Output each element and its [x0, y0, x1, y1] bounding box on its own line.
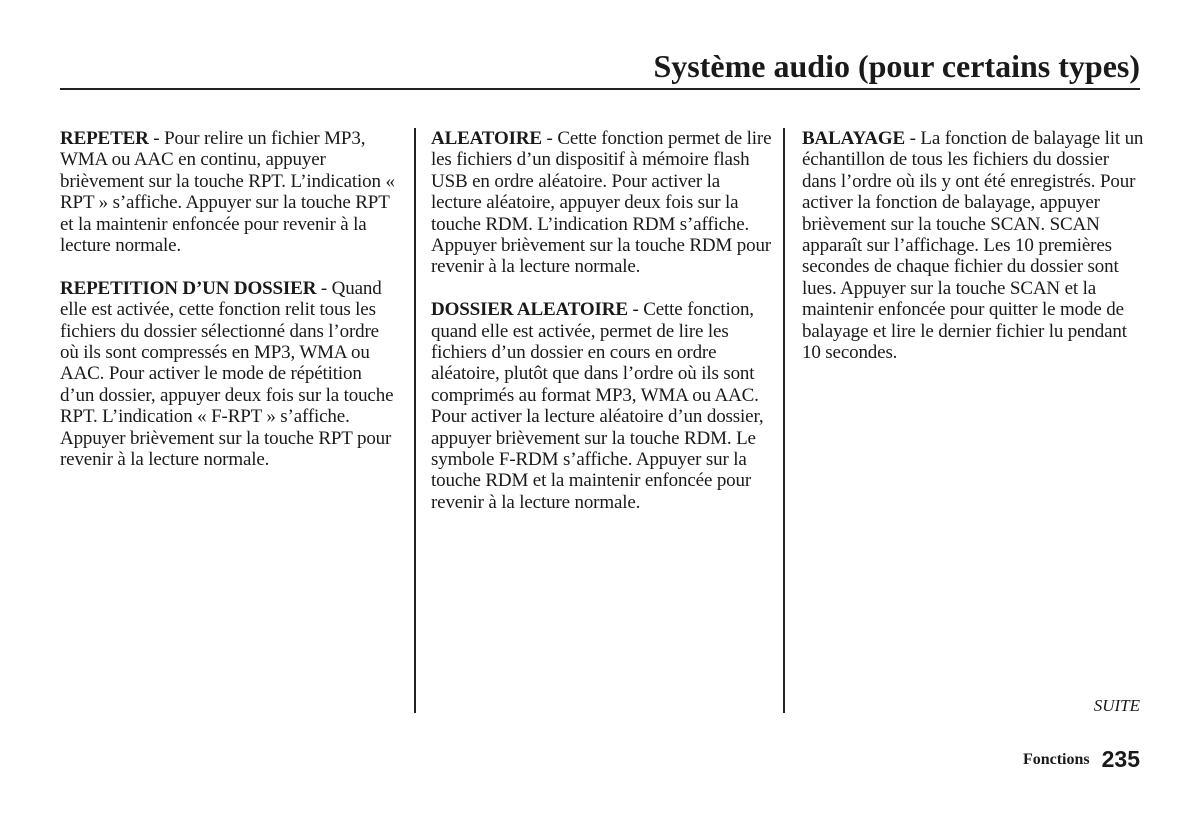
column-3	[802, 128, 1144, 385]
page-footer	[1023, 746, 1140, 773]
column-1	[60, 128, 395, 492]
paragraph-balayage	[802, 128, 1144, 363]
text-repeter: - Pour relire un fichier MP3, WMA ou AAC en continu, appuyer brièvement sur la touche RPT. L’indication « RPT » s’affiche. Appuyer sur la touche RPT et la maintenir enfoncée pour revenir à la lecture normale.	[60, 128, 395, 257]
text-repetition-dossier: - Quand elle est activée, cette fonction relit tous les fichiers du dossier sélectionné dans l’ordre où ils sont compressés en MP3, WMA ou AAC. Pour activer le mode de répétition d’un dossier, appuyer deux fois sur la touche RPT. L’indication « F-RPT » s’affiche. Appuyer brièvement sur la touche RPT pour revenir à la lecture normale.	[60, 277, 394, 471]
page-title: Système audio (pour certains types)	[653, 48, 1140, 84]
text-aleatoire: - Cette fonction permet de lire les fichiers d’un dispositif à mémoire flash USB en ordre aléatoire. Pour activer la lecture aléatoire, appuyer deux fois sur la touche RDM. L’indication RDM s’affiche. Appuyer brièvement sur la touche RDM pour revenir à la lecture normale.	[431, 128, 772, 278]
term-aleatoire: ALEATOIRE	[431, 128, 542, 149]
column-2	[431, 128, 773, 535]
page-header	[60, 48, 1140, 90]
continued-label: SUITE	[1093, 696, 1140, 715]
term-balayage: BALAYAGE	[802, 128, 905, 149]
term-repeter: REPETER	[60, 128, 149, 149]
term-dossier-aleatoire: DOSSIER ALEATOIRE	[431, 299, 628, 321]
section-name: Fonctions	[1022, 751, 1090, 768]
paragraph-repeter	[60, 128, 395, 256]
term-repetition-dossier: REPETITION D’UN DOSSIER	[60, 277, 317, 299]
column-divider	[414, 128, 416, 713]
paragraph-aleatoire	[431, 128, 773, 278]
text-balayage: - La fonction de balayage lit un échantillon de tous les fichiers du dossier dans l’ordre où ils y ont été enregistrés. Pour activer la fonction de balayage, appuyer brièvement sur la touche SCAN. SCAN apparaît sur l’affichage. Les 10 premières secondes de chaque fichier du dossier sont lues. Appuyer sur la touche SCAN et la maintenir enfoncée pour quitter le mode de balayage et lire le dernier fichier lu pendant 10 secondes.	[802, 128, 1144, 364]
paragraph-repetition-dossier	[60, 278, 395, 471]
column-divider	[783, 128, 785, 713]
page-number: 235	[1101, 746, 1140, 772]
paragraph-dossier-aleatoire	[431, 299, 773, 513]
text-dossier-aleatoire: - Cette fonction, quand elle est activée, permet de lire les fichiers d’un dossier en cours en ordre aléatoire, plutôt que dans l’ordre où ils sont comprimés au format MP3, WMA ou AAC. Pour activer la lecture aléatoire d’un dossier, appuyer brièvement sur la touche RDM. Le symbole F-RDM s’affiche. Appuyer sur la touche RDM et la maintenir enfoncée pour revenir à la lecture normale.	[431, 299, 764, 513]
